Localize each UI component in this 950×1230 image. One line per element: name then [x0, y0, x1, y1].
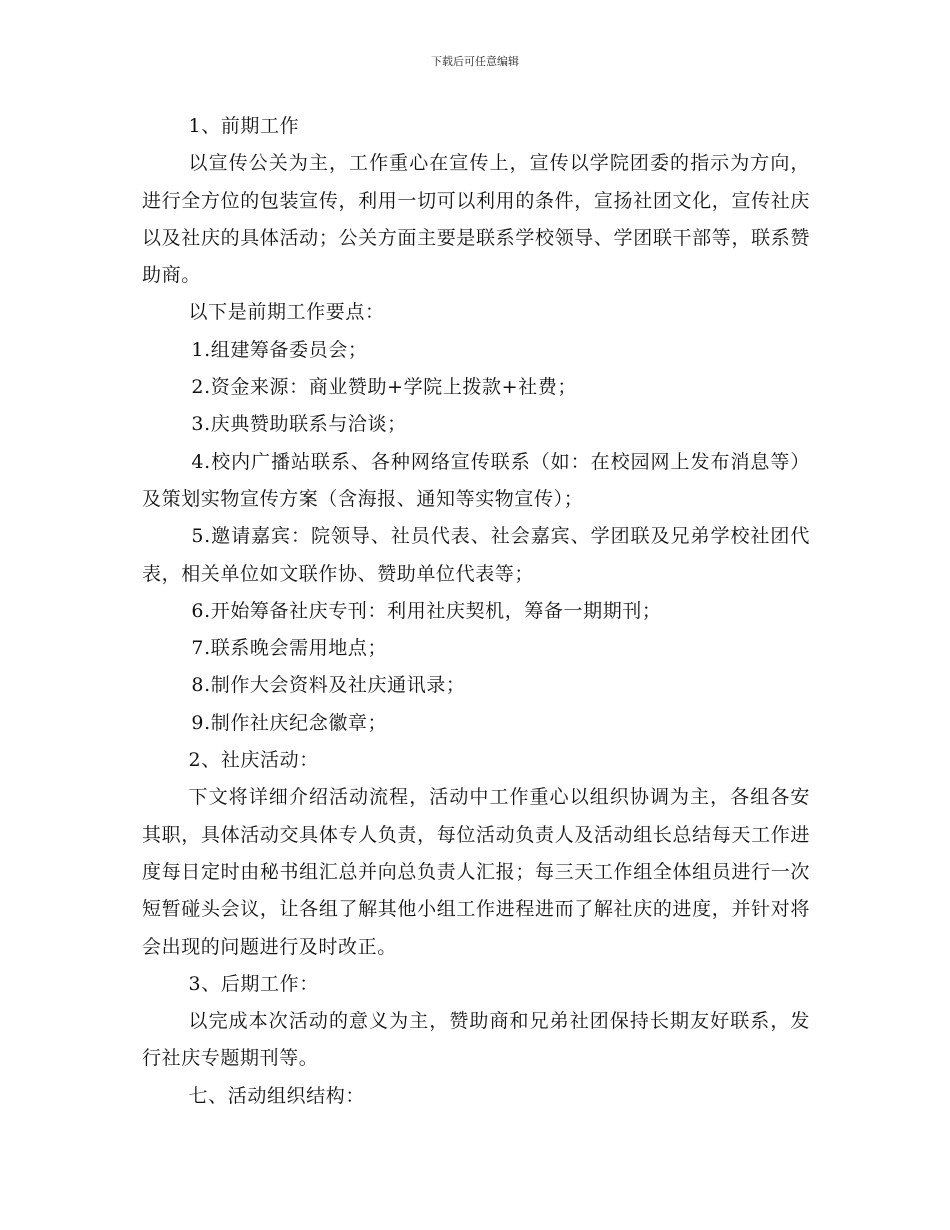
body-paragraph: 以宣传公关为主，工作重心在宣传上，宣传以学院团委的指示为方向，进行全方位的包装宣传，利用一切可以利用的条件，宣扬社团文化，宣传社庆以及社庆的具体活动；公关方面主要是联系学校领导、学团联干部等，联系赞助商。 — [142, 152, 810, 287]
body-paragraph: 以下是前期工作要点： — [188, 301, 385, 324]
section-heading: 2、社庆活动： — [188, 749, 319, 772]
list-item: 3.庆典赞助联系与洽谈； — [191, 413, 407, 436]
body-paragraph: 以完成本次活动的意义为主，赞助商和兄弟社团保持长期友好联系，发行社庆专题期刊等。 — [142, 1010, 810, 1070]
body-paragraph: 下文将详细介绍活动流程，活动中工作重心以组织协调为主，各组各安其职，具体活动交具体专人负责，每位活动负责人及活动组长总结每天工作进度每日定时由秘书组汇总并向总负责人汇报；每三天工作组全体组员进行一次短暂碰头会议，让各组了解其他小组工作进程进而了解社庆的进度，并针对将会出现的问题进行及时改正。 — [142, 786, 810, 958]
list-item: 9.制作社庆纪念徽章； — [191, 711, 388, 734]
page-header: 下载后可任意编辑 — [431, 55, 519, 68]
document-body — [142, 108, 810, 1115]
list-item: 5.邀请嘉宾：院领导、社员代表、社会嘉宾、学团联及兄弟学校社团代表，相关单位如文联作协、赞助单位代表等； — [142, 525, 810, 585]
list-item: 4.校内广播站联系、各种网络宣传联系（如：在校园网上发布消息等）及策划实物宣传方案（含海报、通知等实物宣传）； — [142, 450, 810, 510]
list-item: 6.开始筹备社庆专刊：利用社庆契机，筹备一期期刊； — [191, 599, 662, 622]
list-item: 7.联系晚会需用地点； — [191, 637, 388, 660]
section-heading: 3、后期工作： — [188, 972, 319, 995]
list-item: 2.资金来源：商业赞助+学院上拨款+社费； — [191, 376, 577, 399]
section-heading: 七、活动组织结构： — [188, 1084, 365, 1107]
list-item: 8.制作大会资料及社庆通讯录； — [191, 674, 466, 697]
section-heading: 1、前期工作 — [188, 115, 300, 137]
list-item: 1.组建筹备委员会； — [191, 338, 368, 361]
